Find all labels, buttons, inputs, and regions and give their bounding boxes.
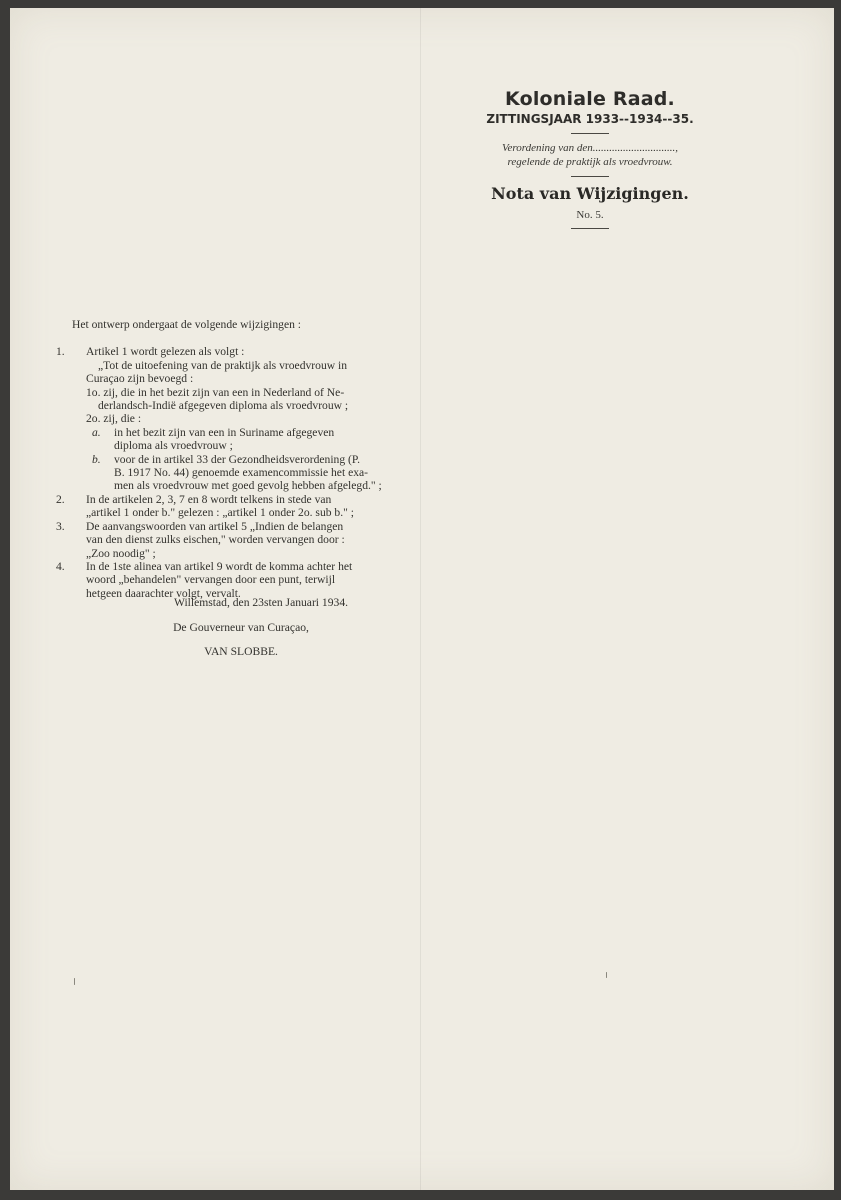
subclause-b: [86, 453, 426, 493]
item-number: 2.: [56, 492, 65, 506]
item-number: 1.: [56, 345, 65, 359]
nota-title: Nota van Wijzigingen.: [491, 184, 689, 203]
item-line: van den dienst zulks eischen," worden vervangen door :: [86, 533, 345, 547]
item-line: In de artikelen 2, 3, 7 en 8 wordt telkens in stede van: [86, 492, 332, 506]
item-lead: Artikel 1 wordt gelezen als volgt :: [86, 345, 245, 359]
quote-line: Curaçao zijn bevoegd :: [86, 372, 194, 386]
amendment-item-4: [56, 560, 426, 600]
place-date: Willemstad, den 23sten Januari 1934.: [173, 596, 349, 609]
clause-line: 2o. zij, die :: [86, 412, 142, 426]
divider: [571, 228, 609, 229]
subclause-label: b.: [92, 452, 101, 466]
nota-number: No. 5.: [576, 209, 604, 221]
item-line: hetgeen daarachter volgt, vervalt.: [86, 586, 241, 600]
clause-line: 1o. zij, die in het bezit zijn van een in Nederland of Ne-: [86, 385, 345, 399]
decree-line-2: regelende de praktijk als vroedvrouw.: [507, 156, 673, 168]
quote-line: „Tot de uitoefening van de praktijk als vroedvrouw in: [98, 358, 348, 372]
subclause-line: diploma als vroedvrouw ;: [114, 439, 233, 453]
amendment-item-3: [56, 520, 426, 560]
paper-speck: [74, 978, 75, 985]
amendment-item-1: [56, 345, 426, 492]
subclause-line: B. 1917 No. 44) genoemde examencommissie het exa-: [114, 466, 369, 480]
subclause-line: voor de in artikel 33 der Gezondheidsverordening (P.: [114, 452, 360, 466]
document-header: [440, 88, 740, 236]
clause-line: derlandsch-Indië afgegeven diploma als vroedvrouw ;: [98, 399, 349, 413]
intro-text: Het ontwerp ondergaat de volgende wijzigingen :: [72, 318, 302, 331]
subclause-line: men als vroedvrouw met goed gevolg hebben afgelegd." ;: [114, 479, 382, 493]
session-year: ZITTINGSJAAR 1933--1934--35.: [486, 112, 694, 126]
council-title: Koloniale Raad.: [505, 88, 675, 110]
decree-line-1: Verordening van den..............................,: [501, 142, 679, 154]
item-line: woord „behandelen" vervangen door een punt, terwijl: [86, 573, 336, 587]
item-number: 3.: [56, 519, 65, 533]
signatory-name: VAN SLOBBE.: [204, 645, 278, 658]
item-number: 4.: [56, 559, 65, 573]
paper-speck: [606, 972, 607, 978]
item-line: „artikel 1 onder b." gelezen : „artikel 1 onder 2o. sub b." ;: [86, 506, 354, 520]
item-line: In de 1ste alinea van artikel 9 wordt de komma achter het: [86, 559, 353, 573]
amendments-body: [56, 318, 426, 600]
subclause-label: a.: [92, 425, 101, 439]
subclause-a: [86, 426, 426, 453]
amendment-item-2: [56, 493, 426, 520]
divider: [571, 133, 609, 134]
item-line: De aanvangswoorden van artikel 5 „Indien de belangen: [86, 519, 344, 533]
subclause-line: in het bezit zijn van een in Suriname afgegeven: [114, 425, 335, 439]
item-line: „Zoo noodig" ;: [86, 546, 156, 560]
signatory-office: De Gouverneur van Curaçao,: [173, 621, 309, 634]
divider: [571, 176, 609, 177]
